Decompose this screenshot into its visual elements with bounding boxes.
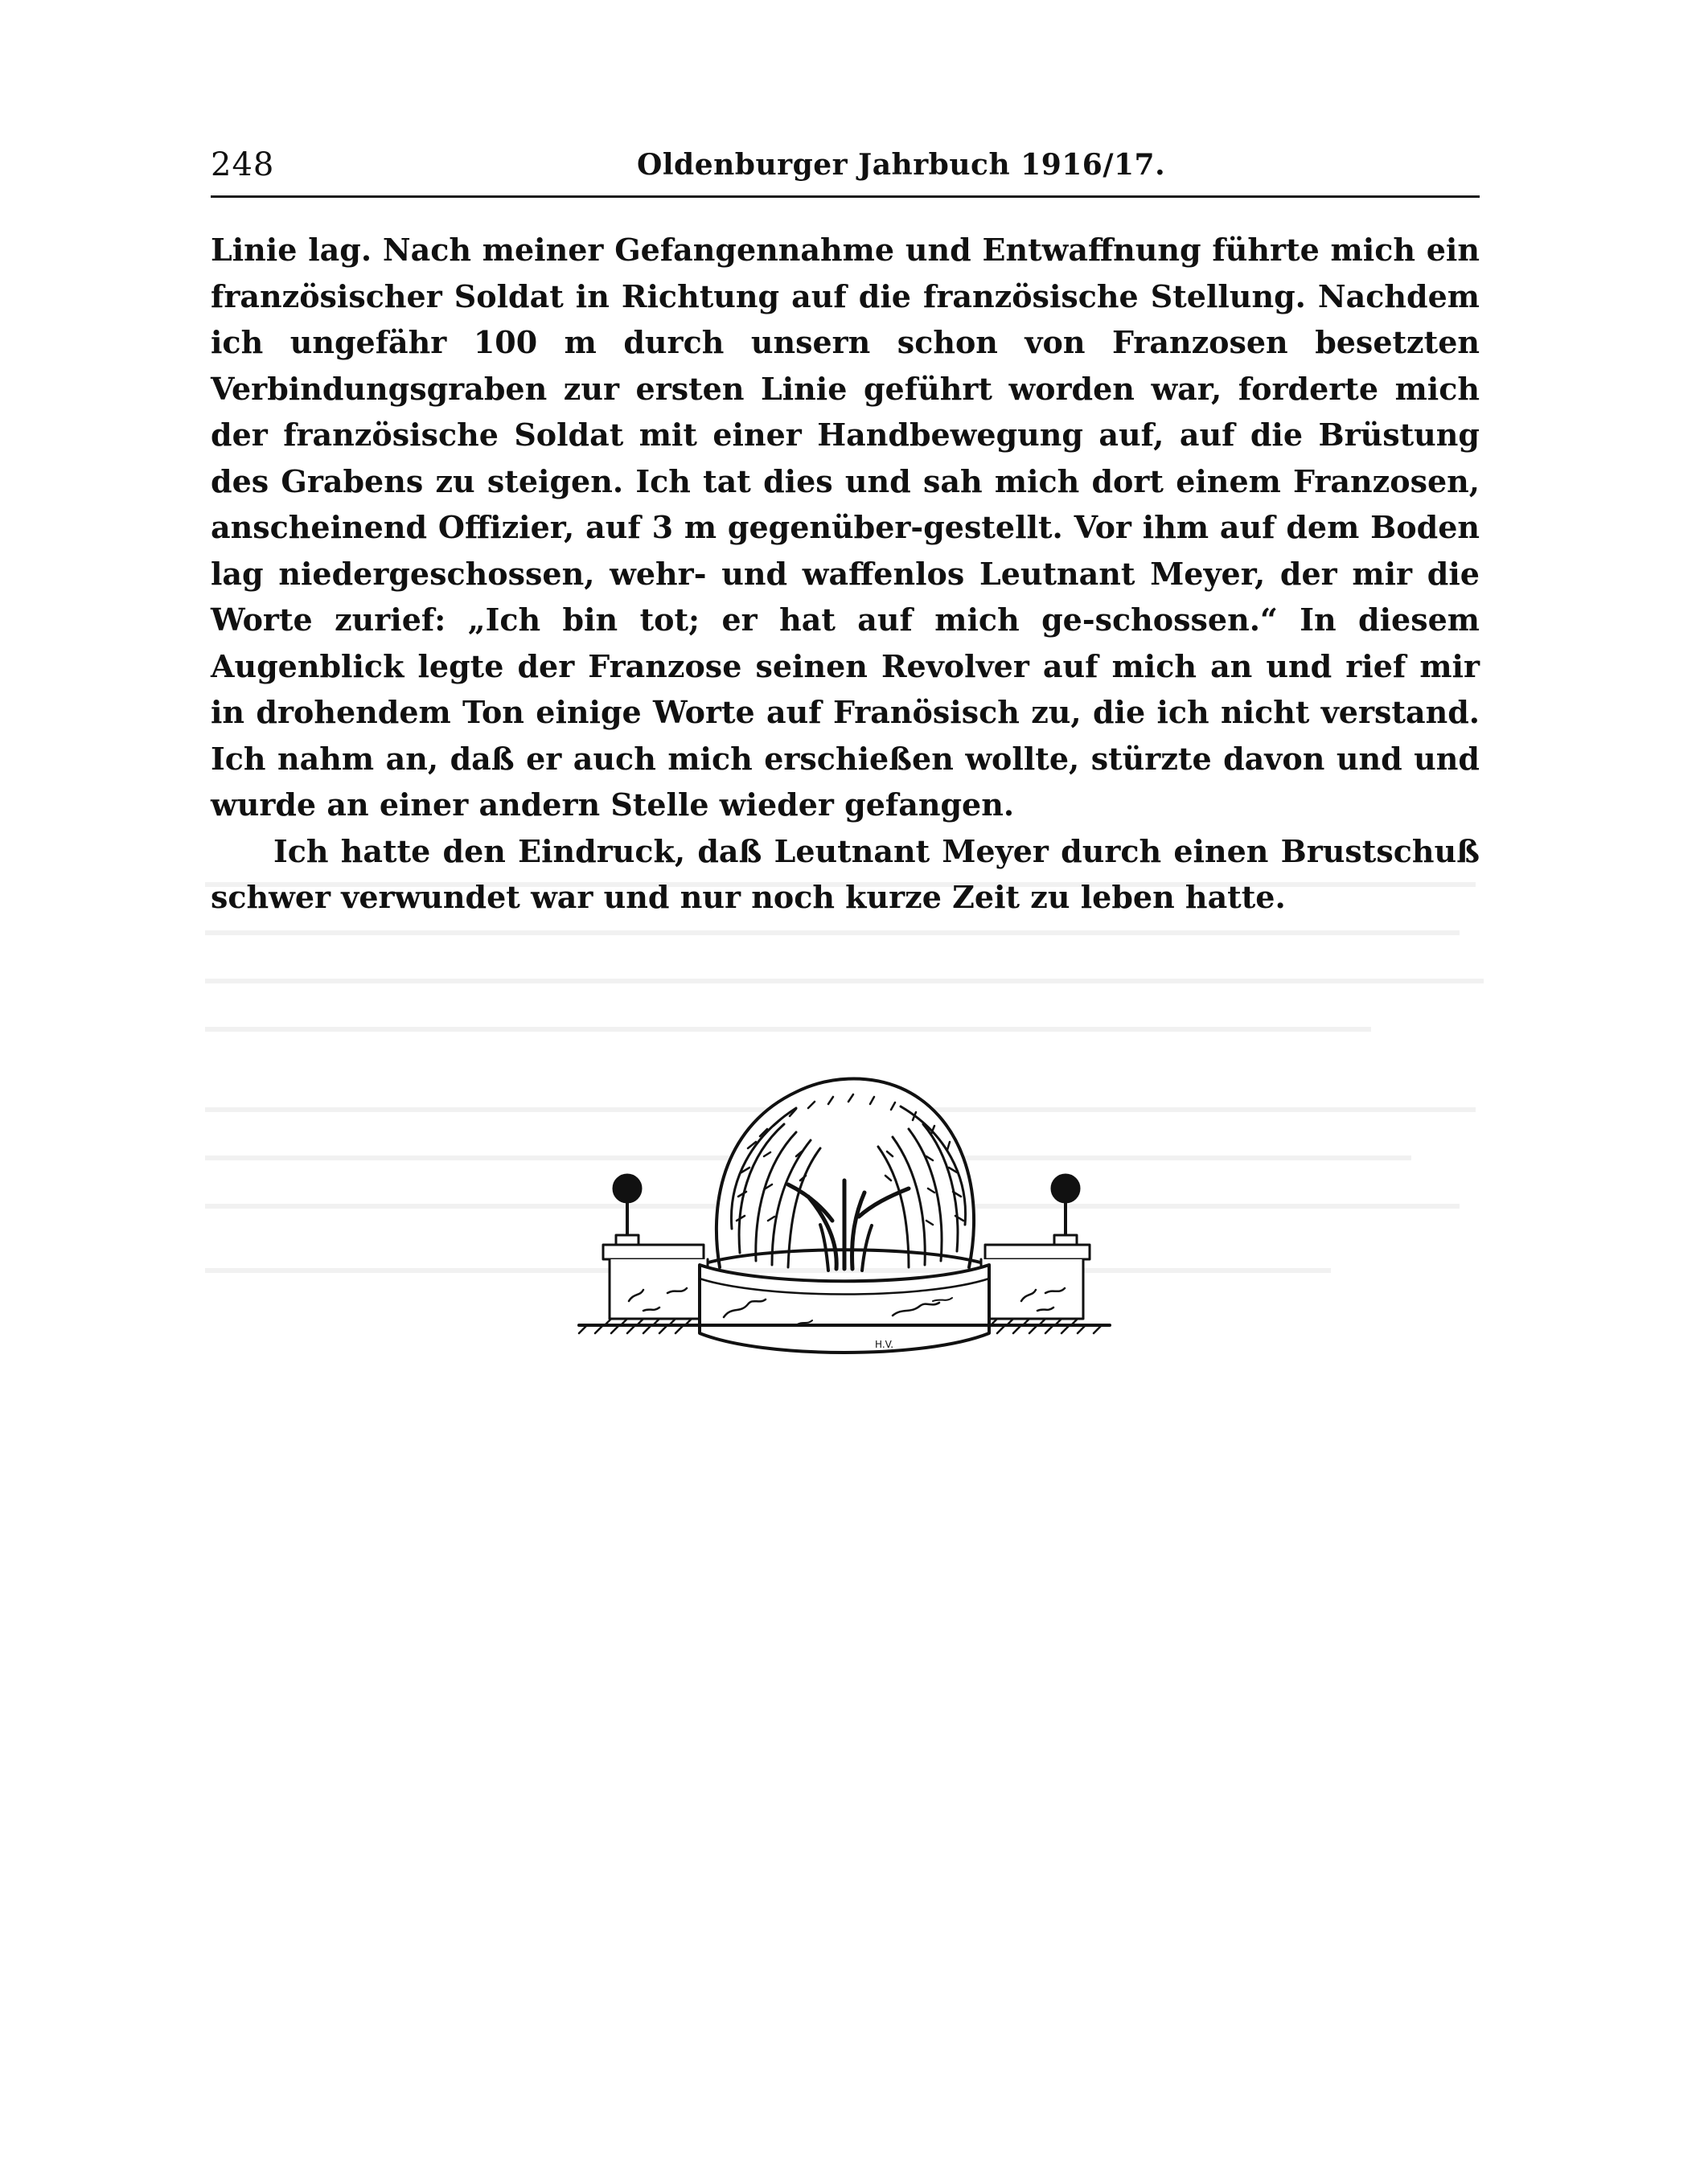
- right-topiary-icon: [1051, 1174, 1080, 1245]
- fountain-basin: [700, 1265, 989, 1353]
- willow-tree-icon: [717, 1079, 974, 1271]
- paragraph-2: Ich hatte den Eindruck, daß Leutnant Meyer durch einen Brustschuß schwer verwundet war und nur noch kurze Zeit zu leben hatte.: [211, 832, 1480, 915]
- right-wall: [981, 1245, 1090, 1319]
- header-rule: [211, 195, 1480, 198]
- monogram-text: H.V.: [875, 1339, 894, 1350]
- page-header: [211, 145, 1480, 193]
- fountain-willow-vignette: [555, 1060, 1134, 1390]
- paragraph-1: Linie lag. Nach meiner Gefangennahme und Entwaffnung führte mich ein französischer Soldat in Richtung auf die französische Stellung. Nachdem ich ungefähr 100 m durch unsern schon von Franzosen besetzten Verbindungsgraben zur ersten Linie geführt worden war, forderte mich der französische Soldat mit einer Handbewegung auf, auf die Brüstung des Grabens zu steigen. Ich tat dies und sah mich dort einem Franzosen, anscheinend Offizier, auf 3 m gegenüber-gestellt. Vor ihm auf dem Boden lag niedergeschossen, wehr- und waffenlos Leutnant Meyer, der mir die Worte zurief: „Ich bin tot; er hat auf mich ge-schossen.“ In diesem Augenblick legte der Franzose seinen Revolver auf mich an und rief mir in drohendem Ton einige Worte auf Franösisch zu, die ich nicht verstand. Ich nahm an, daß er auch mich erschießen wollte, stürzte davon und und wurde an einer andern Stelle wieder gefangen.: [211, 232, 1480, 823]
- left-topiary-icon: [613, 1174, 642, 1245]
- page-number: 248: [211, 146, 275, 183]
- body-text: [211, 227, 1480, 921]
- running-head: Oldenburger Jahrbuch 1916/17.: [637, 148, 1166, 182]
- left-wall: [603, 1245, 708, 1319]
